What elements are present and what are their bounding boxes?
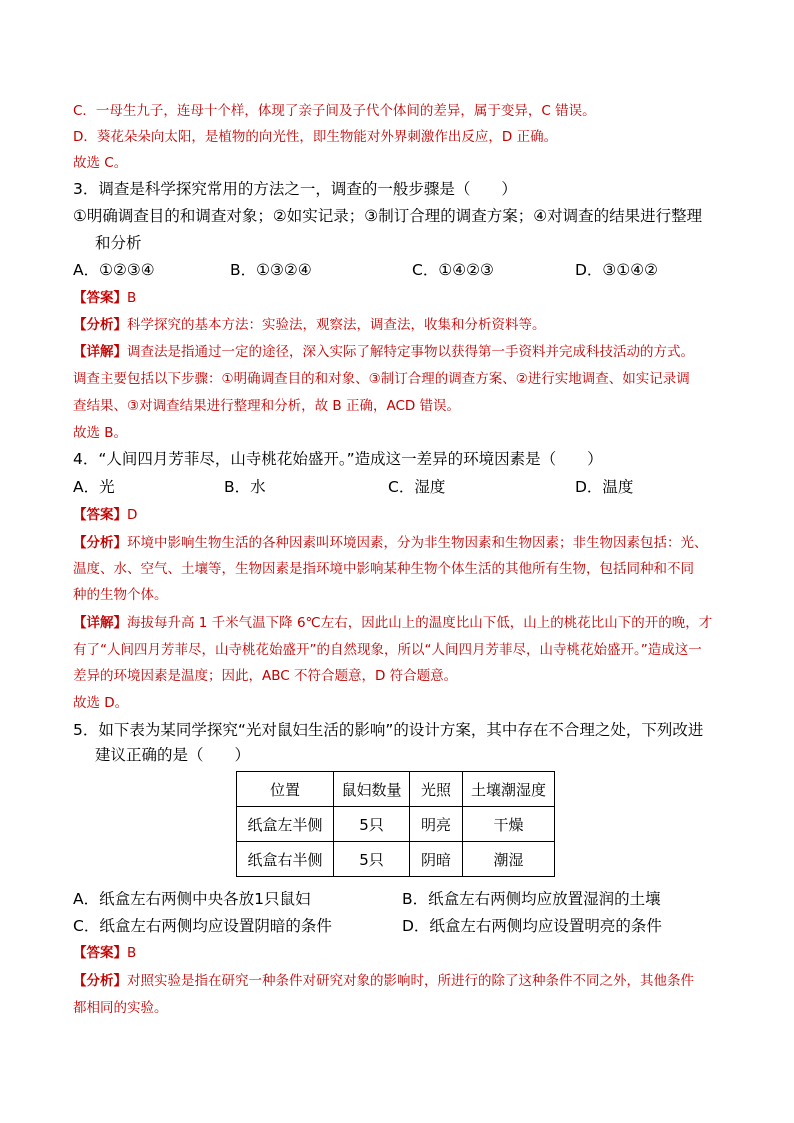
- table-header-cell: 光照: [410, 772, 463, 807]
- q4-option-d: D．温度: [575, 478, 634, 496]
- answer-value: B: [127, 945, 137, 961]
- table-header-row: [237, 772, 555, 807]
- analysis-text: 科学探究的基本方法：实验法，观察法，调查法，收集和分析资料等。: [127, 317, 546, 333]
- q3-option-b: B．①③②④: [230, 261, 312, 279]
- q4-analysis-line3: 种的生物个体。: [73, 587, 168, 603]
- answer-value: D: [127, 507, 138, 523]
- q4-option-a: A．光: [73, 478, 115, 496]
- q3-answer: [73, 288, 136, 308]
- table-cell: 阴暗: [410, 842, 463, 877]
- answer-value: B: [127, 290, 137, 306]
- table-row: [237, 807, 555, 842]
- table-cell: 潮湿: [463, 842, 555, 877]
- table-cell: 纸盒左半侧: [237, 807, 334, 842]
- q4-option-b: B．水: [224, 478, 266, 496]
- q5-option-b: B．纸盒左右两侧均应放置湿润的土壤: [402, 890, 661, 908]
- q3-steps-line2: 和分析: [95, 234, 142, 252]
- q5-analysis-line1: [73, 971, 694, 991]
- q3-detail-line1: [73, 342, 694, 362]
- q3-option-d: D．③①④②: [575, 261, 659, 279]
- q2-option-d-explanation: D．葵花朵朵向太阳，是植物的向光性，即生物能对外界刺激作出反应，D 正确。: [73, 129, 558, 145]
- q3-stem: 3．调查是科学探究常用的方法之一，调查的一般步骤是（ ）: [73, 180, 517, 198]
- q4-detail-line3: 差异的环境因素是温度；因此，ABC 不符合题意，D 符合题意。: [73, 668, 458, 684]
- q5-stem-line1: 5．如下表为某同学探究“光对鼠妇生活的影响”的设计方案，其中存在不合理之处，下列改进: [73, 721, 704, 739]
- analysis-text: 环境中影响生物生活的各种因素叫环境因素，分为非生物因素和生物因素；非生物因素包括：光、: [127, 535, 708, 551]
- q4-stem: 4．“人间四月芳菲尽，山寺桃花始盛开。”造成这一差异的环境因素是（ ）: [73, 450, 603, 468]
- q2-final-answer: 故选 C。: [73, 155, 128, 171]
- q3-analysis: [73, 315, 546, 335]
- table-cell: 5只: [334, 807, 410, 842]
- analysis-text: 对照实验是指在研究一种条件对研究对象的影响时，所进行的除了这种条件不同之外，其他条件: [127, 973, 694, 989]
- q4-detail-line2: 有了“人间四月芳菲尽，山寺桃花始盛开”的自然现象，所以“人间四月芳菲尽，山寺桃花始盛开。”造成这一: [73, 642, 702, 658]
- q5-option-a: A．纸盒左右两侧中央各放1只鼠妇: [73, 890, 311, 908]
- table-header-cell: 鼠妇数量: [334, 772, 410, 807]
- q4-final-answer: 故选 D。: [73, 695, 129, 711]
- table-header-cell: 位置: [237, 772, 334, 807]
- table-cell: 明亮: [410, 807, 463, 842]
- q3-option-a: A．①②③④: [73, 261, 155, 279]
- q3-detail-line2: 调查主要包括以下步骤：①明确调查目的和对象、③制订合理的调查方案、②进行实地调查、如实记录调: [73, 371, 690, 387]
- q3-detail-line3: 查结果、③对调查结果进行整理和分析，故 B 正确，ACD 错误。: [73, 398, 461, 414]
- table-cell: 纸盒右半侧: [237, 842, 334, 877]
- table-header-cell: 土壤潮湿度: [463, 772, 555, 807]
- q5-option-d: D．纸盒左右两侧均应设置明亮的条件: [402, 917, 662, 935]
- q4-analysis-line2: 温度、水、空气、土壤等，生物因素是指环境中影响某种生物个体生活的其他所有生物，包括同种和不同: [73, 561, 694, 577]
- detail-tag: 【详解】: [73, 344, 127, 360]
- q5-analysis-line2: 都相同的实验。: [73, 1000, 168, 1016]
- q3-final-answer: 故选 B。: [73, 425, 128, 441]
- q3-option-c: C．①④②③: [412, 261, 494, 279]
- answer-tag: 【答案】: [73, 945, 127, 961]
- q5-answer: [73, 943, 136, 963]
- answer-tag: 【答案】: [73, 507, 127, 523]
- q4-option-c: C．湿度: [388, 478, 446, 496]
- experiment-table: [236, 771, 555, 877]
- table-cell: 干燥: [463, 807, 555, 842]
- table-cell: 5只: [334, 842, 410, 877]
- q4-detail-line1: [73, 613, 712, 633]
- q5-option-c: C．纸盒左右两侧均应设置阴暗的条件: [73, 917, 332, 935]
- answer-tag: 【答案】: [73, 290, 127, 306]
- detail-tag: 【详解】: [73, 615, 127, 631]
- detail-text: 调查法是指通过一定的途径，深入实际了解特定事物以获得第一手资料并完成科技活动的方式。: [127, 344, 694, 360]
- q2-option-c-explanation: C．一母生九子，连母十个样，体现了亲子间及子代个体间的差异，属于变异，C 错误。: [73, 103, 596, 119]
- analysis-tag: 【分析】: [73, 973, 127, 989]
- q4-answer: [73, 505, 137, 525]
- q3-steps-line1: ①明确调查目的和调查对象；②如实记录；③制订合理的调查方案；④对调查的结果进行整理: [73, 207, 703, 225]
- detail-text: 海拔每升高 1 千米气温下降 6℃左右，因此山上的温度比山下低，山上的桃花比山下的开的晚，才: [127, 615, 713, 631]
- analysis-tag: 【分析】: [73, 317, 127, 333]
- q5-stem-line2: 建议正确的是（ ）: [95, 746, 251, 764]
- analysis-tag: 【分析】: [73, 535, 127, 551]
- table-row: [237, 842, 555, 877]
- q4-analysis-line1: [73, 533, 708, 553]
